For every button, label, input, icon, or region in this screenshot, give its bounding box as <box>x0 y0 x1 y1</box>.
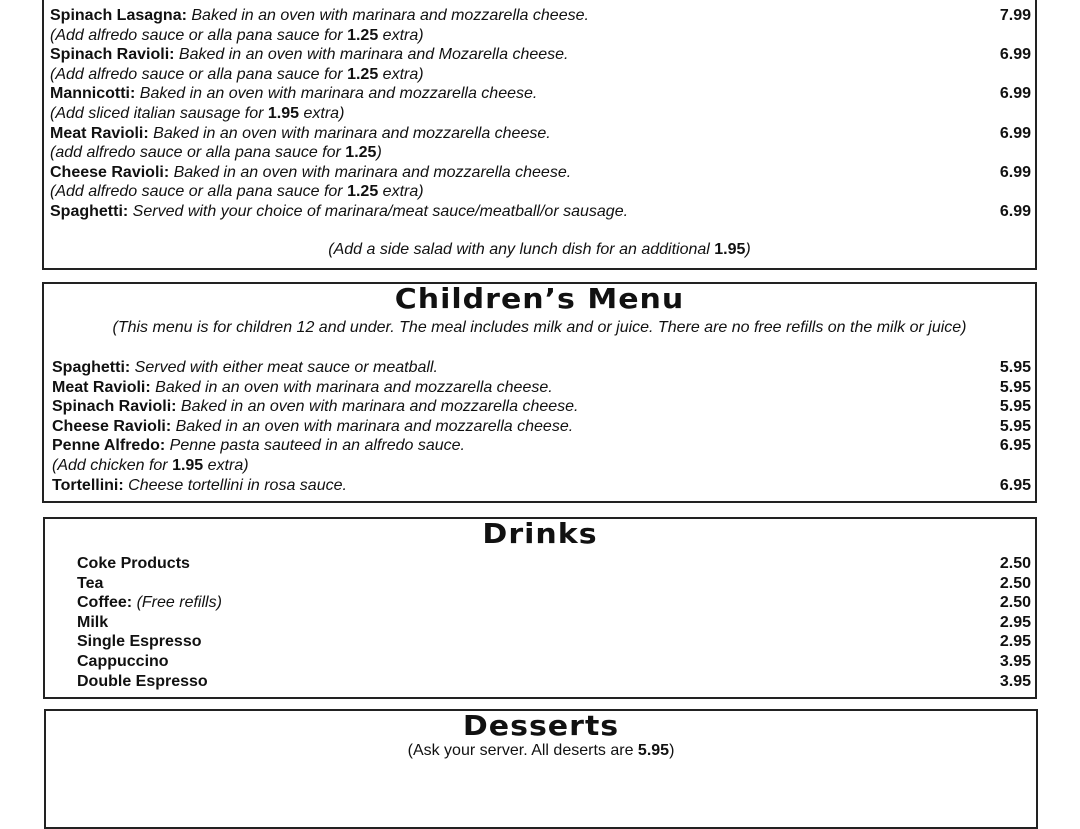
item-price: 6.99 <box>999 85 1031 103</box>
section-title: Children’s Menu <box>394 283 685 316</box>
item-price: 3.95 <box>999 653 1031 670</box>
children-subtitle: (This menu is for children 12 and under. The meal includes milk and or juice. There are no free refills on the milk or juice) <box>112 319 967 336</box>
item-name: Spaghetti: <box>52 359 131 376</box>
item-description: Baked in an oven with marinara and mozzarella cheese. <box>155 378 553 396</box>
item-price: 6.99 <box>999 124 1031 142</box>
section-title: Desserts <box>462 710 620 743</box>
item-price: 5.95 <box>999 417 1031 435</box>
item-price: 2.50 <box>999 594 1031 612</box>
menu-item <box>45 652 1035 672</box>
item-note: (Add alfredo sauce or alla pana sauce for 1.25 extra) <box>50 183 424 201</box>
item-description: Penne pasta sauteed in an alfredo sauce. <box>169 437 465 455</box>
item-name: Coke Products <box>77 555 190 572</box>
menu-item <box>45 554 1035 574</box>
item-description: Baked in an oven with marinara and mozzarella cheese. <box>175 417 574 435</box>
item-description: Baked in an oven with marinara and Mozarella cheese. <box>178 46 569 64</box>
item-description: Served with your choice of marinara/meat sauce/meatball/or sausage. <box>132 203 629 220</box>
desserts-note: (Ask your server. All deserts are 5.95) <box>407 742 675 759</box>
item-description: Cheese tortellini in rosa sauce. <box>128 476 347 494</box>
menu-item <box>44 417 1035 437</box>
item-name: Milk <box>77 613 109 631</box>
item-price: 7.99 <box>999 7 1031 24</box>
item-name: Tea <box>77 574 104 592</box>
item-name: Coffee: <box>77 594 133 612</box>
menu-item <box>45 574 1035 594</box>
item-name: Spinach Ravioli: <box>50 46 175 64</box>
item-note: (Add alfredo sauce or alla pana sauce for 1.25 extra) <box>50 65 424 83</box>
desserts-section <box>44 709 1038 829</box>
item-name: Single Espresso <box>77 633 202 651</box>
menu-item <box>44 84 1035 104</box>
menu-item <box>44 124 1035 144</box>
section-title: Drinks <box>482 518 598 551</box>
item-name: Cheese Ravioli: <box>50 163 170 181</box>
menu-item <box>44 163 1035 183</box>
item-description: Baked in an oven with marinara and mozzarella cheese. <box>180 398 579 416</box>
menu-item <box>45 613 1035 633</box>
item-note: (Add chicken for 1.95 extra) <box>52 457 249 474</box>
item-description: (Free refills) <box>136 594 222 612</box>
item-price: 5.95 <box>999 398 1031 416</box>
item-price: 2.95 <box>999 633 1031 651</box>
item-price: 2.95 <box>999 613 1031 631</box>
item-description: Baked in an oven with marinara and mozzarella cheese. <box>191 7 589 24</box>
menu-item <box>44 202 1035 222</box>
item-name: Meat Ravioli: <box>52 378 151 396</box>
item-name: Cappuccino <box>77 653 169 670</box>
drinks-section <box>43 517 1037 699</box>
item-price: 6.95 <box>999 476 1031 494</box>
lunch-footer-note: (Add a side salad with any lunch dish for an additional 1.95) <box>328 241 751 258</box>
item-price: 6.99 <box>999 46 1031 64</box>
menu-item <box>44 6 1035 26</box>
item-price: 3.95 <box>999 672 1031 690</box>
item-price: 6.95 <box>999 437 1031 455</box>
menu-item <box>44 378 1035 398</box>
item-name: Tortellini: <box>52 476 124 494</box>
menu-item <box>44 397 1035 417</box>
item-name: Cheese Ravioli: <box>52 417 172 435</box>
item-description: Baked in an oven with marinara and mozzarella cheese. <box>173 163 572 181</box>
item-name: Meat Ravioli: <box>50 124 149 142</box>
item-price: 5.95 <box>999 359 1031 376</box>
item-note: (Add sliced italian sausage for 1.95 extra) <box>50 105 345 122</box>
item-description: Baked in an oven with marinara and mozzarella cheese. <box>139 85 538 103</box>
item-name: Mannicotti: <box>50 85 136 103</box>
item-name: Penne Alfredo: <box>52 437 166 455</box>
childrens-menu-section <box>42 282 1037 503</box>
item-description: Baked in an oven with marinara and mozzarella cheese. <box>153 124 551 142</box>
item-note: (Add alfredo sauce or alla pana sauce for 1.25 extra) <box>50 26 424 44</box>
item-name: Spaghetti: <box>50 203 129 220</box>
item-price: 2.50 <box>999 574 1031 592</box>
item-name: Double Espresso <box>77 672 208 690</box>
item-price: 5.95 <box>999 378 1031 396</box>
menu-item <box>44 436 1035 456</box>
menu-item <box>44 476 1035 496</box>
item-description: Served with either meat sauce or meatball. <box>134 359 438 376</box>
menu-item <box>44 45 1035 65</box>
item-price: 2.50 <box>999 555 1031 572</box>
item-name: Spinach Ravioli: <box>52 398 177 416</box>
menu-item <box>44 358 1035 378</box>
menu-item <box>45 672 1035 692</box>
item-name: Spinach Lasagna: <box>50 7 187 24</box>
menu-item <box>45 593 1035 613</box>
lunch-menu-section <box>42 0 1037 270</box>
item-price: 6.99 <box>999 163 1031 181</box>
menu-item <box>45 632 1035 652</box>
item-note: (add alfredo sauce or alla pana sauce for 1.25) <box>50 144 382 162</box>
item-price: 6.99 <box>999 203 1031 220</box>
